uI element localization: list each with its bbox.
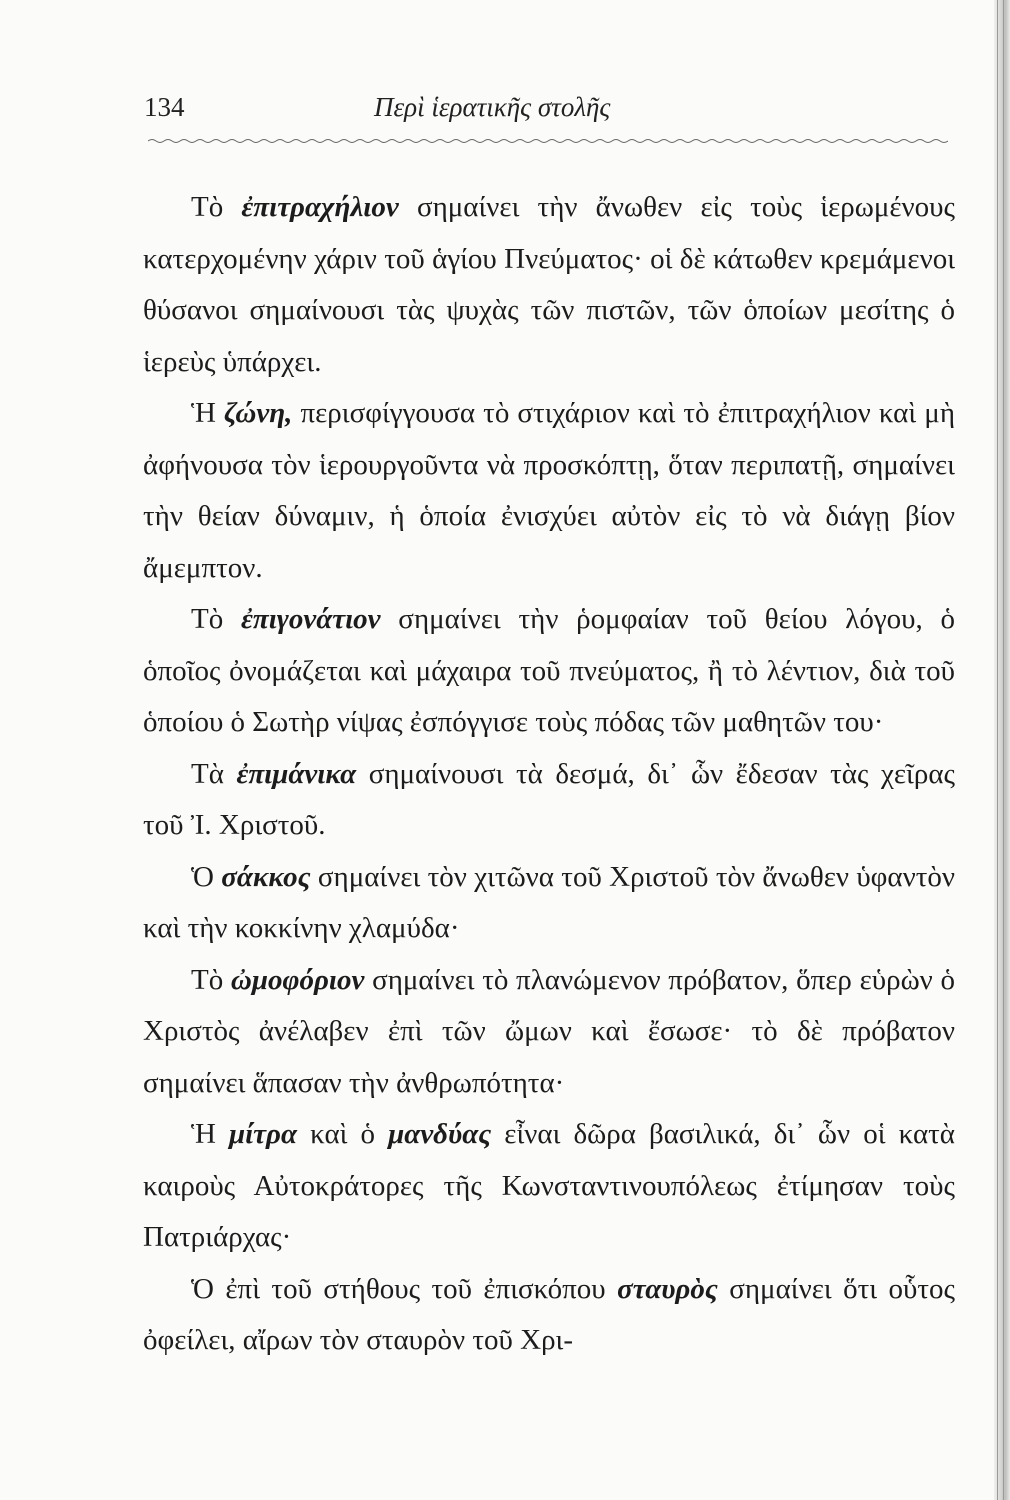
paragraph-epimanika: Τὰ ἐπιμάνικα σημαίνουσι τὰ δεσμά, δι᾿ ὧν ἔδεσαν τὰς χεῖρας τοῦ Ἰ. Χριστοῦ. <box>143 757 955 841</box>
term-epigonation: ἐπιγονάτιον <box>240 603 381 635</box>
paragraph-mitra-mandyas: Ἡ μίτρα καὶ ὁ μανδύας εἶναι δῶρα βασιλικά, δι᾿ ὧν οἱ κατὰ καιροὺς Αὐτοκράτορες τῆς Κωνσταντινουπόλεως ἐτίμησαν τοὺς Πατριάρχας· <box>143 1118 955 1253</box>
term-stavros: σταυρὸς <box>617 1272 718 1305</box>
paragraph-epigonation: Τὸ ἐπιγονάτιον σημαίνει τὴν ῥομφαίαν τοῦ θείου λόγου, ὁ ὁποῖος ὀνομάζεται καὶ μάχαιρα τοῦ πνεύματος, ἢ τὸ λέντιον, διὰ τοῦ ὁποίου ὁ Σωτὴρ νίψας ἐσπόγγισε τοὺς πόδας τῶν μαθητῶν του· <box>143 603 956 738</box>
paragraph-sakkos: Ὁ σάκκος σημαίνει τὸν χιτῶνα τοῦ Χριστοῦ τὸν ἄνωθεν ὑφαντὸν καὶ τὴν κοκκίνην χλαμύδα· <box>143 860 955 944</box>
book-spine-edge <box>994 0 1010 1500</box>
edge-line <box>997 0 998 1500</box>
edge-line <box>1003 0 1004 1500</box>
paragraph-omoforion: Τὸ ὠμοφόριον σημαίνει τὸ πλανώμενον πρόβατον, ὅπερ εὑρὼν ὁ Χριστὸς ἀνέλαβεν ἐπὶ τῶν ὤμων καὶ ἔσωσε· τὸ δὲ πρόβατον σημαίνει ἅπασαν τὴν ἀνθρωπότητα· <box>143 963 955 1099</box>
term-epimanika: ἐπιμάνικα <box>236 757 357 790</box>
body-text <box>143 182 955 1367</box>
page-number: 134 <box>144 92 185 122</box>
paragraph-epitrachilion: Τὸ ἐπιτραχήλιον σημαίνει τὴν ἄνωθεν εἰς τοὺς ἱερωμένους κατερχομένην χάριν τοῦ ἁγίου Πνεύματος· οἱ δὲ κάτωθεν κρεμάμενοι θύσανοι σημαίνουσι τὰς ψυχὰς τῶν πιστῶν, τῶν ὁποίων μεσίτης ὁ ἱερεὺς ὑπάρχει. <box>143 191 955 378</box>
running-title: Περὶ ἱερατικῆς στολῆς <box>374 92 611 122</box>
paragraph-stavros: Ὁ ἐπὶ τοῦ στήθους τοῦ ἐπισκόπου σταυρὸς σημαίνει ὅτι οὗτος ὀφείλει, αἴρων τὸν σταυρὸν τοῦ Χρι- <box>143 1272 955 1356</box>
term-sakkos: σάκκος <box>221 860 311 893</box>
term-epitrachilion: ἐπιτραχήλιον <box>241 191 399 223</box>
term-omoforion: ὠμοφόριον <box>230 963 365 996</box>
term-mitra: μίτρα <box>229 1118 298 1150</box>
paragraph-zoni: Ἡ ζώνη, περισφίγγουσα τὸ στιχάριον καὶ τὸ ἐπιτραχήλιον καὶ μὴ ἀφήνουσα τὸν ἱερουργοῦντα νὰ προσκόπτῃ, ὅταν περιπατῇ, σημαίνει τὴν θείαν δύναμιν, ἡ ὁποία ἐνισχύει αὐτὸν εἰς τὸ νὰ διάγῃ βίον ἄμεμπτον. <box>143 397 955 584</box>
term-zoni: ζώνη, <box>224 397 293 429</box>
header-wavy-rule <box>148 137 948 145</box>
term-mandyas: μανδύας <box>388 1118 492 1150</box>
page-header <box>144 92 954 132</box>
